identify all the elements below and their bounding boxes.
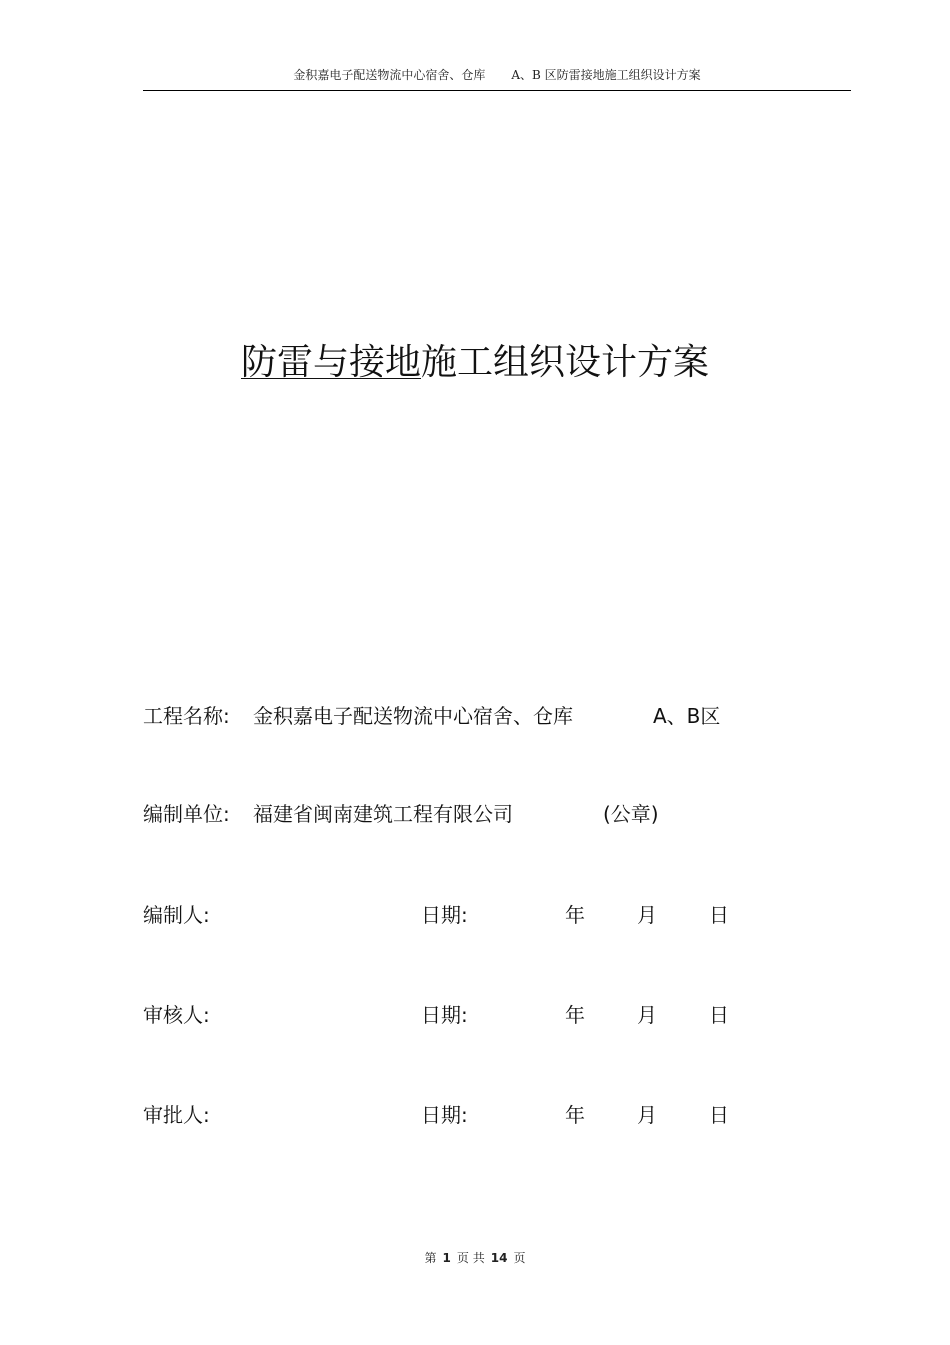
signature-row-compiler [143, 903, 843, 927]
date-year: 年 [565, 1003, 585, 1027]
project-name: 金积嘉电子配送物流中心宿舍、仓库 [253, 704, 573, 728]
project-zone: A、B区 [653, 704, 721, 728]
footer-page-mid: 页 共 [456, 1251, 485, 1265]
title-rest: 施工组织设计方案 [421, 342, 710, 383]
page-header [143, 66, 851, 83]
date-month: 月 [637, 1103, 657, 1127]
compiler-unit-row [143, 802, 843, 826]
date-day: 日 [709, 903, 729, 927]
date-month: 月 [637, 903, 657, 927]
header-text-part1: 金积嘉电子配送物流中心宿舍、仓库 [293, 68, 486, 82]
seal-note: (公章) [603, 802, 659, 826]
signature-row-approver [143, 1103, 843, 1127]
project-label: 工程名称: [143, 704, 230, 728]
title-underlined-part: 防雷与接地 [240, 342, 421, 383]
date-year: 年 [565, 903, 585, 927]
date-label: 日期: [421, 903, 468, 927]
date-day: 日 [709, 1003, 729, 1027]
date-year: 年 [565, 1103, 585, 1127]
document-title [0, 334, 950, 385]
compiler-unit-name: 福建省闽南建筑工程有限公司 [253, 802, 513, 826]
date-day: 日 [709, 1103, 729, 1127]
date-label: 日期: [421, 1103, 468, 1127]
page-footer [0, 1249, 950, 1266]
header-divider [143, 90, 851, 91]
footer-page-suffix: 页 [513, 1251, 526, 1265]
header-text-part2: A、B 区防雷接地施工组织设计方案 [511, 68, 701, 82]
date-label: 日期: [421, 1003, 468, 1027]
signature-label: 编制人: [143, 903, 210, 927]
project-name-row [143, 704, 843, 728]
footer-page-number: 1 [442, 1251, 451, 1265]
signature-label: 审核人: [143, 1003, 210, 1027]
signature-label: 审批人: [143, 1103, 210, 1127]
date-month: 月 [637, 1003, 657, 1027]
footer-page-prefix: 第 [424, 1251, 437, 1265]
compiler-unit-label: 编制单位: [143, 802, 230, 826]
signature-row-reviewer [143, 1003, 843, 1027]
footer-total-pages: 14 [490, 1251, 508, 1265]
